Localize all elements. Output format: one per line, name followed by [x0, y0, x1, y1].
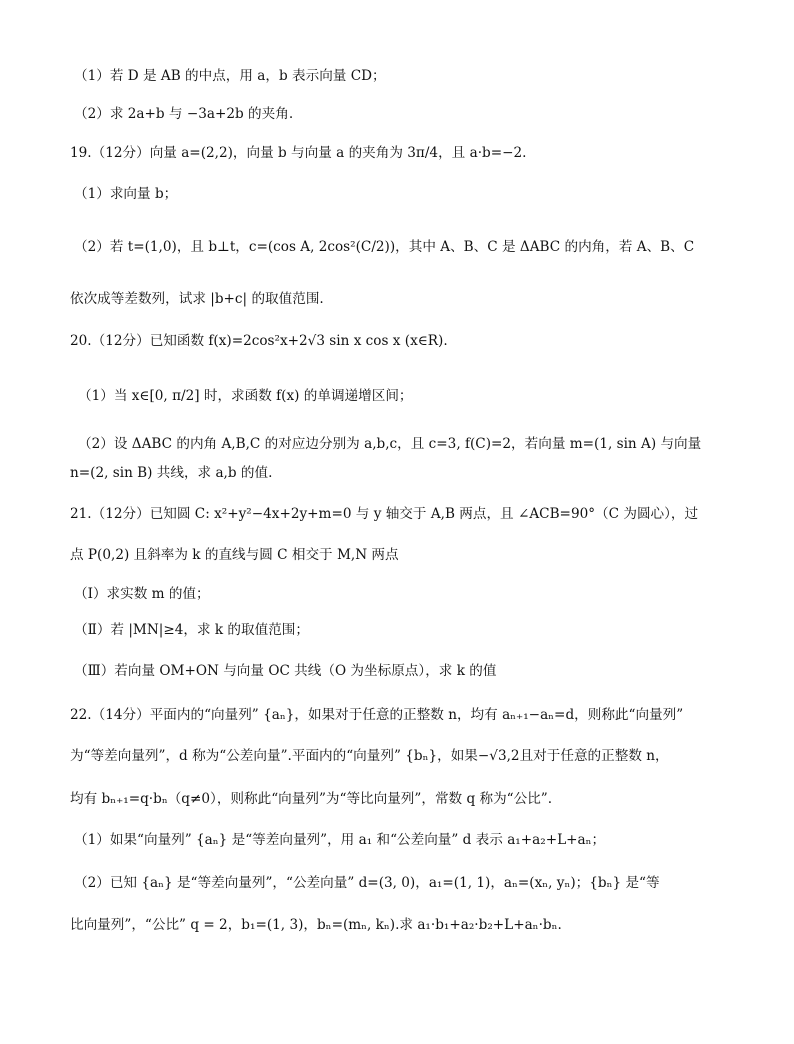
text-line-q21-stem-cont: 点 P(0,2) 且斜率为 k 的直线与圆 C 相交于 M,N 两点 [70, 547, 399, 563]
text-line-q20-part2-cont: n=(2, sin B) 共线，求 a,b 的值. [70, 465, 273, 481]
text-line-q19-part1: （1）求向量 b； [74, 186, 178, 202]
text-line-q20-stem: 20.（12分）已知函数 f(x)=2cos²x+2√3 sin x cos x (x∈R). [70, 333, 448, 349]
text-line-q19-part2-cont: 依次成等差数列，试求 |b+c| 的取值范围. [70, 291, 324, 307]
text-line-q21-part3: （Ⅲ）若向量 OM+ON 与向量 OC 共线（O 为坐标原点），求 k 的值 [74, 663, 497, 679]
text-line-q21-stem: 21.（12分）已知圆 C: x²+y²−4x+2y+m=0 与 y 轴交于 A,B 两点，且 ∠ACB=90°（C 为圆心），过 [70, 506, 699, 522]
text-line-q22-stem2: 为“等差向量列”，d 称为“公差向量”.平面内的“向量列” {bₙ}，如果−√3,2且对于任意的正整数 n， [70, 748, 669, 764]
text-line-q22-stem1: 22.（14分）平面内的“向量列” {aₙ}，如果对于任意的正整数 n，均有 aₙ₊₁−aₙ=d，则称此“向量列” [70, 707, 684, 723]
text-line-q21-part2: （Ⅱ）若 |MN|≥4，求 k 的取值范围； [74, 622, 309, 638]
text-line-q18-part1: （1）若 D 是 AB 的中点，用 a，b 表示向量 CD； [74, 68, 386, 84]
text-line-q19-stem: 19.（12分）向量 a=(2,2)，向量 b 与向量 a 的夹角为 3π/4，且 a·b=−2. [70, 145, 527, 161]
text-line-q22-part2-cont: 比向量列”，“公比” q = 2，b₁=(1, 3)，bₙ=(mₙ, kₙ).求 a₁·b₁+a₂·b₂+L+aₙ·bₙ. [70, 917, 562, 933]
text-line-q21-part1: （Ⅰ）求实数 m 的值； [74, 586, 210, 602]
text-line-q20-part1: （1）当 x∈[0, π/2] 时，求函数 f(x) 的单调递增区间； [78, 388, 413, 404]
text-line-q18-part2: （2）求 2a+b 与 −3a+2b 的夹角. [74, 106, 294, 122]
text-line-q22-part2: （2）已知 {aₙ} 是“等差向量列”，“公差向量” d=(3, 0)，a₁=(1, 1)，aₙ=(xₙ, yₙ)；{bₙ} 是“等 [74, 875, 660, 891]
text-line-q19-part2: （2）若 t=(1,0)，且 b⊥t，c=(cos A, 2cos²(C/2))，其中 A、B、C 是 ΔABC 的内角，若 A、B、C [74, 239, 695, 255]
text-line-q22-part1: （1）如果“向量列” {aₙ} 是“等差向量列”，用 a₁ 和“公差向量” d 表示 a₁+a₂+L+aₙ； [74, 832, 606, 848]
text-line-q22-stem3: 均有 bₙ₊₁=q·bₙ（q≠0），则称此“向量列”为“等比向量列”，常数 q 称为“公比”. [70, 791, 553, 807]
text-line-q20-part2: （2）设 ΔABC 的内角 A,B,C 的对应边分别为 a,b,c，且 c=3, f(C)=2，若向量 m=(1, sin A) 与向量 [78, 436, 702, 452]
